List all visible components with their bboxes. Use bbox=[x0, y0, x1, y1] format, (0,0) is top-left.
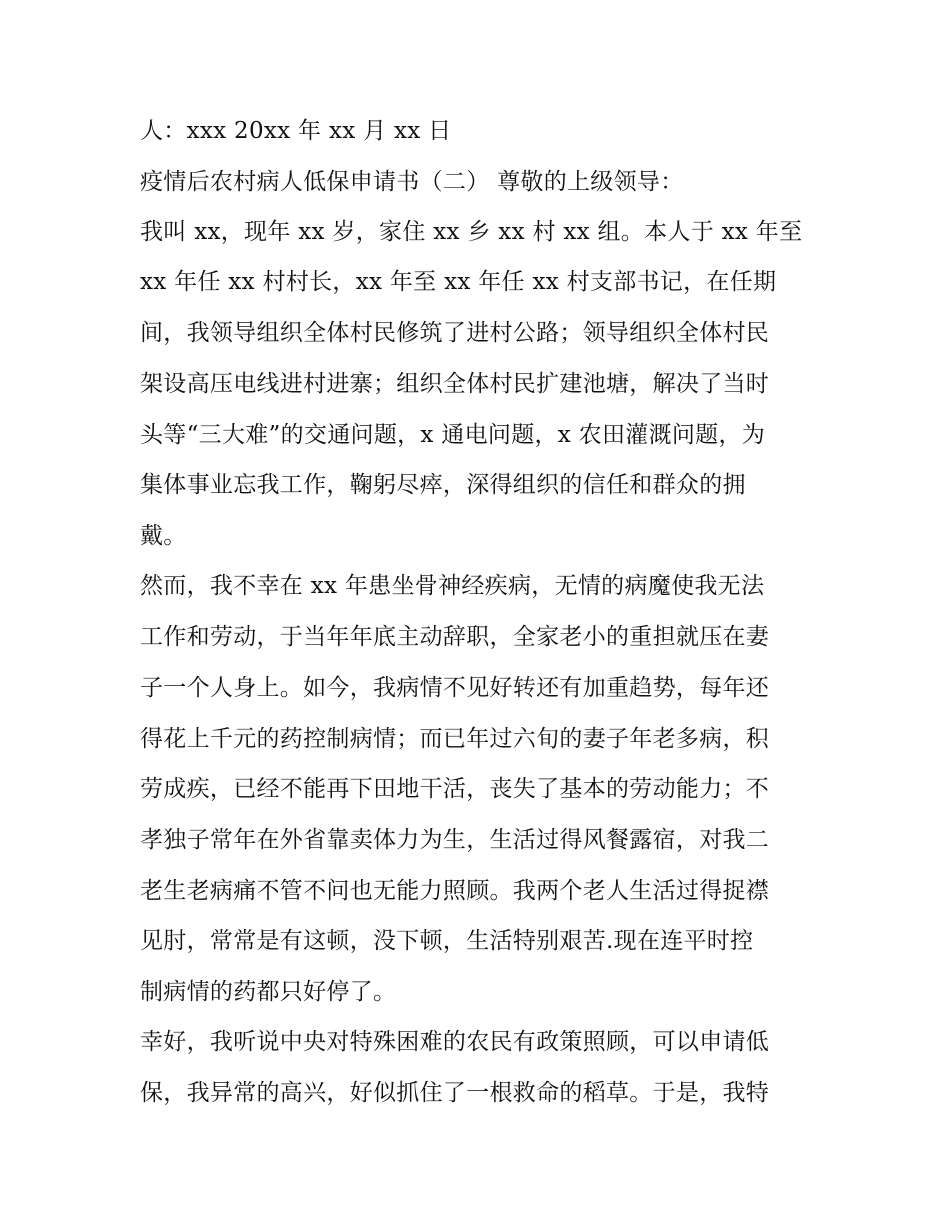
text-line-title-salutation: 疫情后农村病人低保申请书（二） 尊敬的上级领导： bbox=[140, 169, 684, 195]
text-line: 间，我领导组织全体村民修筑了进村公路；领导组织全体村民 bbox=[140, 320, 770, 346]
text-line: 孝独子常年在外省靠卖体力为生，生活过得风餐露宿，对我二 bbox=[140, 827, 770, 853]
text-line: 集体事业忘我工作，鞠躬尽瘁，深得组织的信任和群众的拥 bbox=[140, 472, 746, 498]
text-line: 保，我异常的高兴，好似抓住了一根救命的稻草。于是，我特 bbox=[140, 1080, 770, 1106]
text-line: 制病情的药都只好停了。 bbox=[140, 979, 397, 1005]
text-line-signature-date: 人：xxx 20xx 年 xx 月 xx 日 bbox=[140, 118, 452, 144]
text-line: 架设高压电线进村进寨；组织全体村民扩建池塘，解决了当时 bbox=[140, 371, 770, 397]
text-line: 劳成疾，已经不能再下田地干活，丧失了基本的劳动能力；不 bbox=[140, 776, 770, 802]
text-line: 然而，我不幸在 xx 年患坐骨神经疾病，无情的病魔使我无法 bbox=[140, 573, 765, 599]
text-line: 老生老病痛不管不问也无能力照顾。我两个老人生活过得捉襟 bbox=[140, 878, 770, 904]
text-line: 子一个人身上。如今，我病情不见好转还有加重趋势，每年还 bbox=[140, 675, 770, 701]
text-line: 得花上千元的药控制病情；而已年过六旬的妻子年老多病，积 bbox=[140, 726, 770, 752]
text-line: 头等“三大难”的交通问题，x 通电问题，x 农田灌溉问题，为 bbox=[140, 422, 766, 448]
text-line: 幸好，我听说中央对特殊困难的农民有政策照顾，可以申请低 bbox=[140, 1029, 770, 1055]
text-line: 工作和劳动，于当年年底主动辞职，全家老小的重担就压在妻 bbox=[140, 624, 770, 650]
text-line: 见肘，常常是有这顿，没下顿，生活特别艰苦.现在连平时控 bbox=[140, 928, 754, 954]
text-line: 我叫 xx，现年 xx 岁，家住 xx 乡 xx 村 xx 组。本人于 xx 年至 bbox=[140, 219, 803, 245]
text-line: 戴。 bbox=[140, 523, 187, 549]
text-line: xx 年任 xx 村村长，xx 年至 xx 年任 xx 村支部书记，在任期 bbox=[140, 269, 777, 295]
